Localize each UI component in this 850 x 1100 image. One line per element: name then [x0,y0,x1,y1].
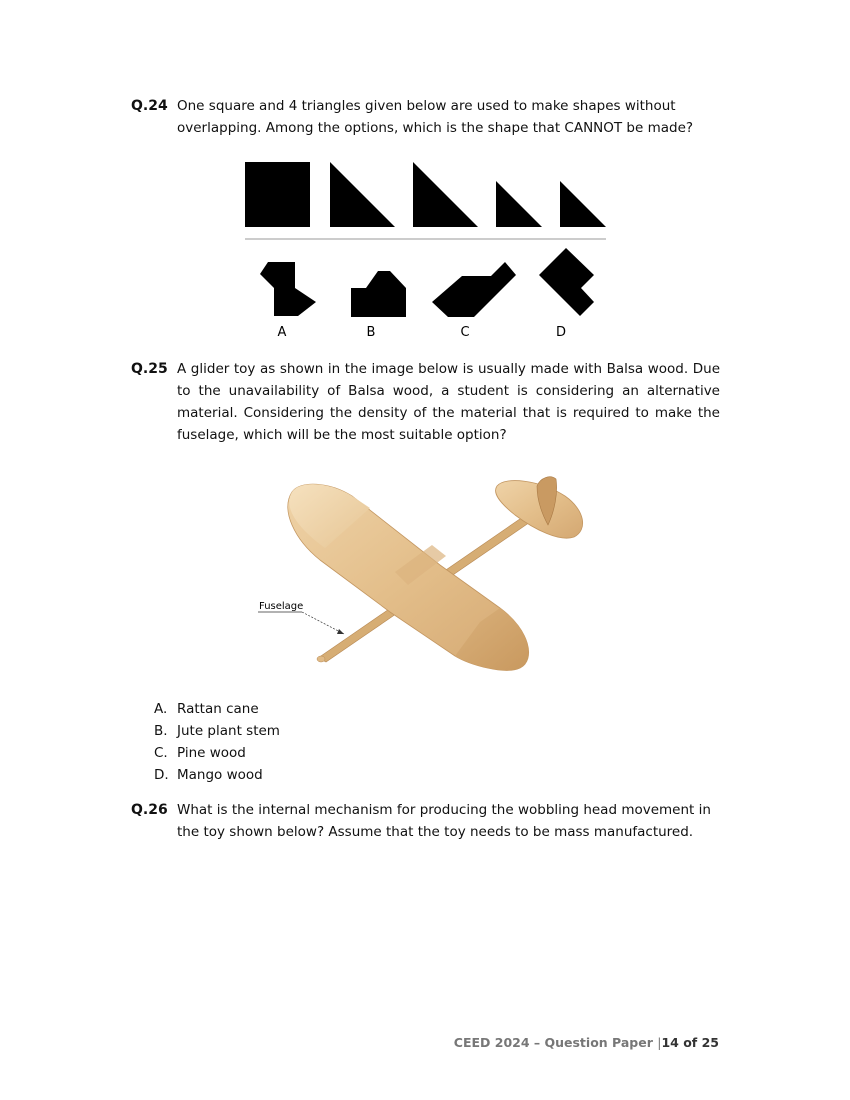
option-d-shape [539,248,594,316]
page-footer [454,1035,719,1050]
option-label: C [460,325,470,340]
q24-shapes-figure [0,150,850,350]
given-triangle-large-1 [330,162,395,227]
given-square [245,162,310,227]
option-letter: B. [154,723,168,739]
question-text: What is the internal mechanism for producing the wobbling head movement in the toy shown below? Assume that the toy needs to be mass manufactured. [177,802,711,840]
footer-title: CEED 2024 – Question Paper [453,1035,653,1050]
fuselage-nose [317,656,325,662]
question-number: Q.24 [131,98,168,114]
question-number: Q.25 [131,361,168,377]
question-text: One square and 4 triangles given below are used to make shapes without overlapping. Among the options, which is the shape that CANNOT be made? [177,98,694,136]
option-text: Mango wood [177,767,263,783]
option-letter: D. [154,767,169,783]
glider-toy-figure [240,470,600,685]
callout-arrowhead [337,629,344,634]
option-label: A [277,325,287,340]
page-number: 14 of 25 [661,1035,719,1050]
option-a[interactable] [154,698,259,720]
option-text: Jute plant stem [177,723,280,739]
fuselage-callout-label: Fuselage [259,601,304,612]
option-a-shape [260,262,316,316]
given-triangle-small-2 [560,181,606,227]
option-text: Pine wood [177,745,246,761]
option-label: B [366,325,376,340]
question-26 [131,799,731,849]
question-25 [131,358,731,453]
option-label: D [555,325,567,340]
option-b-shape [351,271,406,317]
callout-leader [302,612,344,634]
option-b[interactable] [154,720,280,742]
option-letter: C. [154,745,168,761]
option-c-shape [432,262,516,317]
given-triangle-small-1 [496,181,542,227]
question-text: A glider toy as shown in the image below is usually made with Balsa wood. Due to the unavailability of Balsa wood, a student is considering an alternative material. Considering the density of the material that is required to make the fuselage, which will be the most suitable option? [177,361,720,443]
option-letter: A. [154,701,168,717]
option-text: Rattan cane [177,701,259,717]
option-d[interactable] [154,764,263,786]
footer-separator: | [657,1035,662,1050]
question-number: Q.26 [131,802,168,818]
given-triangle-large-2 [413,162,478,227]
option-c[interactable] [154,742,246,764]
